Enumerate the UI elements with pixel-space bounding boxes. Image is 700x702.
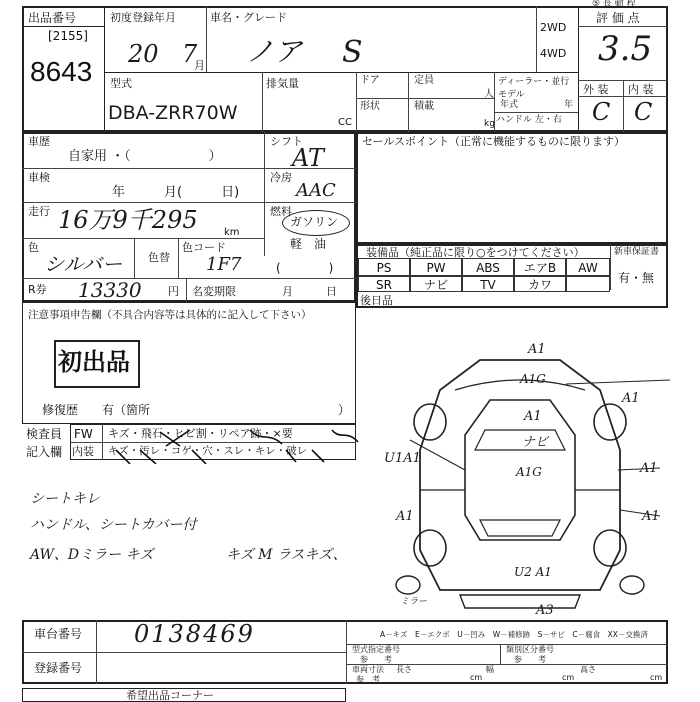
drive-2wd: 2WD: [540, 21, 567, 34]
width-unit: cm: [562, 673, 575, 682]
diagram-mark: A1G: [520, 372, 546, 386]
equip-abs: ABS: [462, 258, 514, 276]
color-value: シルバー: [44, 252, 123, 276]
rear-label: 後日品: [360, 294, 393, 307]
recycle-value: 13330: [78, 278, 142, 302]
divider: [22, 238, 264, 239]
top-right-text: ⑤ 長 動 程: [592, 0, 636, 9]
grade: S: [342, 35, 363, 70]
equip-empty: [566, 276, 610, 292]
divider: [22, 278, 356, 279]
divider: [346, 620, 347, 684]
divider: [186, 278, 187, 302]
divider: [578, 96, 668, 97]
shift-value: AT: [292, 144, 325, 172]
divider: [264, 132, 265, 256]
height-unit: cm: [650, 673, 663, 682]
divider: [536, 6, 537, 72]
class-label: 類別区分番号: [506, 645, 554, 654]
sales-point-frame: [356, 132, 668, 244]
diagram-mark: A1G: [516, 465, 542, 479]
lot-label: 出品番号: [28, 11, 77, 25]
width-label: 幅: [486, 665, 494, 674]
repair-close: ）: [338, 403, 351, 417]
dim-label: 車両寸法: [352, 665, 384, 674]
type-value: DBA-ZRR70W: [108, 102, 238, 124]
divider: [346, 664, 668, 665]
diagram-mark: A3: [536, 603, 554, 618]
equip-airbag: エアB: [514, 258, 566, 276]
divider: [134, 238, 135, 278]
ac-label: 冷房: [270, 171, 292, 184]
divider: [22, 202, 356, 203]
notes-header: 注意事項申告欄（不具合内容等は具体的に記入して下さい）: [28, 309, 312, 321]
equip-tv: TV: [462, 276, 514, 292]
equipment-header: 装備品（純正品に限り○をつけてください）: [366, 246, 585, 259]
chassis-label: 車台番号: [34, 627, 83, 641]
hand-note-4: キズ M ラスキズ、: [226, 547, 347, 563]
divider: [104, 72, 578, 73]
handle-label: ハンドル 左・右: [496, 115, 562, 125]
ac-value: AAC: [296, 180, 336, 201]
color-code-label: 色コード: [182, 241, 226, 254]
equip-aw: AW: [566, 258, 610, 276]
divider: [356, 72, 357, 132]
divider: [494, 72, 495, 132]
divider: [22, 26, 104, 27]
divider: [206, 6, 207, 72]
hand-note-2: ハンドル、シートカバー付: [30, 517, 197, 533]
equip-pw: PW: [410, 258, 462, 276]
type-label: 型式: [110, 77, 132, 90]
recycle-label: R券: [28, 283, 47, 296]
diagram-mark: A1: [396, 509, 414, 524]
load-unit: kg: [484, 119, 495, 129]
divider: [104, 6, 105, 132]
entry-label: 記入欄: [26, 445, 63, 459]
cc-unit: CC: [338, 117, 352, 128]
first-reg-label: 初度登録年月: [110, 11, 176, 24]
divider: [623, 80, 624, 132]
fuel-label: 燃料: [270, 205, 292, 218]
inspection-label: 車検: [28, 171, 50, 184]
model-label: 車名・グレード: [210, 11, 287, 24]
first-reg-month: 7: [182, 40, 198, 68]
bottom-text: 希望出品コーナー: [126, 689, 214, 702]
divider: [610, 244, 611, 290]
mileage-label: 走行: [28, 205, 50, 218]
year-unit: 年: [564, 100, 574, 110]
height-label: 高さ: [580, 665, 596, 674]
drive-4wd: 4WD: [540, 47, 567, 60]
length-label: 長さ: [396, 665, 412, 674]
history-value: 自家用 ・（ ）: [68, 149, 222, 164]
inspection-text: 年 月( 日): [112, 185, 240, 200]
ext-grade: C: [592, 98, 611, 126]
divider: [22, 652, 346, 653]
model-year-label: モデル: [498, 90, 525, 100]
special-sub: 参 考: [360, 655, 392, 664]
diagram-mark: A1: [640, 461, 658, 476]
shape-label: 形状: [360, 101, 380, 112]
km-unit: km: [224, 227, 240, 238]
history-label: 車歴: [28, 135, 50, 148]
divider: [262, 72, 263, 132]
interior-items: キズ・汚レ・コゲ・穴・スレ・キレ・破レ: [108, 445, 308, 457]
displacement-label: 排気量: [266, 77, 299, 90]
score-value: 3.5: [598, 29, 653, 69]
name-change-text: 月 日: [282, 285, 337, 298]
sales-point-header: セールスポイント（正常に機能するものに限ります）: [362, 135, 626, 148]
fw-scribbles: [100, 424, 360, 464]
class-sub: 参 考: [514, 655, 546, 664]
repair-label: 修復歴 有（箇所: [42, 403, 151, 417]
interior-label: 内装: [72, 445, 94, 458]
equip-leather: カワ: [514, 276, 566, 292]
name-change-label: 名変期限: [192, 285, 236, 298]
diagram-mark: A1: [622, 391, 640, 406]
load-label: 積載: [414, 101, 434, 112]
hand-note-3: AW、Dミラー キズ: [30, 547, 154, 563]
chassis-value: 0138469: [134, 620, 255, 648]
capacity-label: 定員: [414, 75, 434, 86]
length-unit: cm: [470, 673, 483, 682]
equip-ps: PS: [358, 258, 410, 276]
lot-number: 8643: [30, 56, 93, 87]
color-label: 色: [28, 241, 39, 254]
door-label: ドア: [360, 75, 380, 86]
fuel-paren: ( ): [276, 261, 334, 275]
divider: [178, 238, 179, 278]
inspector-label: 検査員: [26, 427, 63, 441]
first-listing-text: 初出品: [58, 348, 130, 376]
reg-label: 登録番号: [34, 661, 83, 675]
month-unit: 月: [194, 59, 205, 72]
model-name: ノア: [246, 35, 303, 68]
dim-sub: 参 考: [356, 675, 380, 684]
divider: [578, 6, 579, 132]
diagram-mark: U2 A1: [514, 565, 552, 579]
warranty-value: 有・無: [618, 271, 655, 285]
model-year-label2: 年式: [500, 100, 519, 110]
int-grade: C: [634, 98, 653, 126]
score-label: 評 価 点: [596, 11, 640, 25]
hand-note-1: シートキレ: [30, 491, 100, 507]
divider: [578, 26, 668, 27]
diagram-mark: A1: [528, 342, 546, 357]
shift-label: シフト: [270, 135, 303, 148]
special-label: 型式指定番号: [352, 645, 400, 654]
color-code-value: 1F7: [206, 254, 242, 275]
dealer-label: ディーラー・並行: [498, 77, 570, 87]
capacity-unit: 人: [484, 89, 494, 100]
ext-label: 外 装: [583, 83, 609, 96]
equip-navi: ナビ: [410, 276, 462, 292]
divider: [500, 644, 501, 664]
int-label: 内 装: [628, 83, 654, 96]
diagram-mark: A1: [524, 409, 542, 424]
color-change-label: 色替: [148, 251, 170, 264]
diagram-mark: A1: [642, 509, 660, 524]
lot-sub: [2155]: [48, 29, 88, 43]
fuel-diesel: 軽 油: [290, 237, 327, 251]
damage-legend: A－キズ E－エクボ U－凹み W－補修跡 S－サビ C－腐食 XX－交換済: [380, 630, 648, 639]
fw-label: FW: [74, 427, 93, 441]
diagram-mark: ナビ: [522, 435, 549, 450]
fw-items: キズ・飛石・ヒビ割・リペア跡・×要: [108, 427, 293, 440]
fuel-gas: ガソリン: [290, 215, 339, 229]
mileage-value: 16万9千295: [58, 206, 198, 234]
warranty-label: 新車保証書: [614, 247, 660, 257]
divider: [22, 168, 356, 169]
divider: [494, 112, 578, 113]
first-reg-year: 20: [128, 40, 159, 68]
equip-sr: SR: [358, 276, 410, 292]
divider: [356, 98, 494, 99]
yen-unit: 円: [168, 285, 179, 298]
diagram-note-mirror: ミラー: [400, 597, 428, 607]
diagram-mark: U1A1: [384, 451, 421, 466]
divider: [408, 72, 409, 132]
